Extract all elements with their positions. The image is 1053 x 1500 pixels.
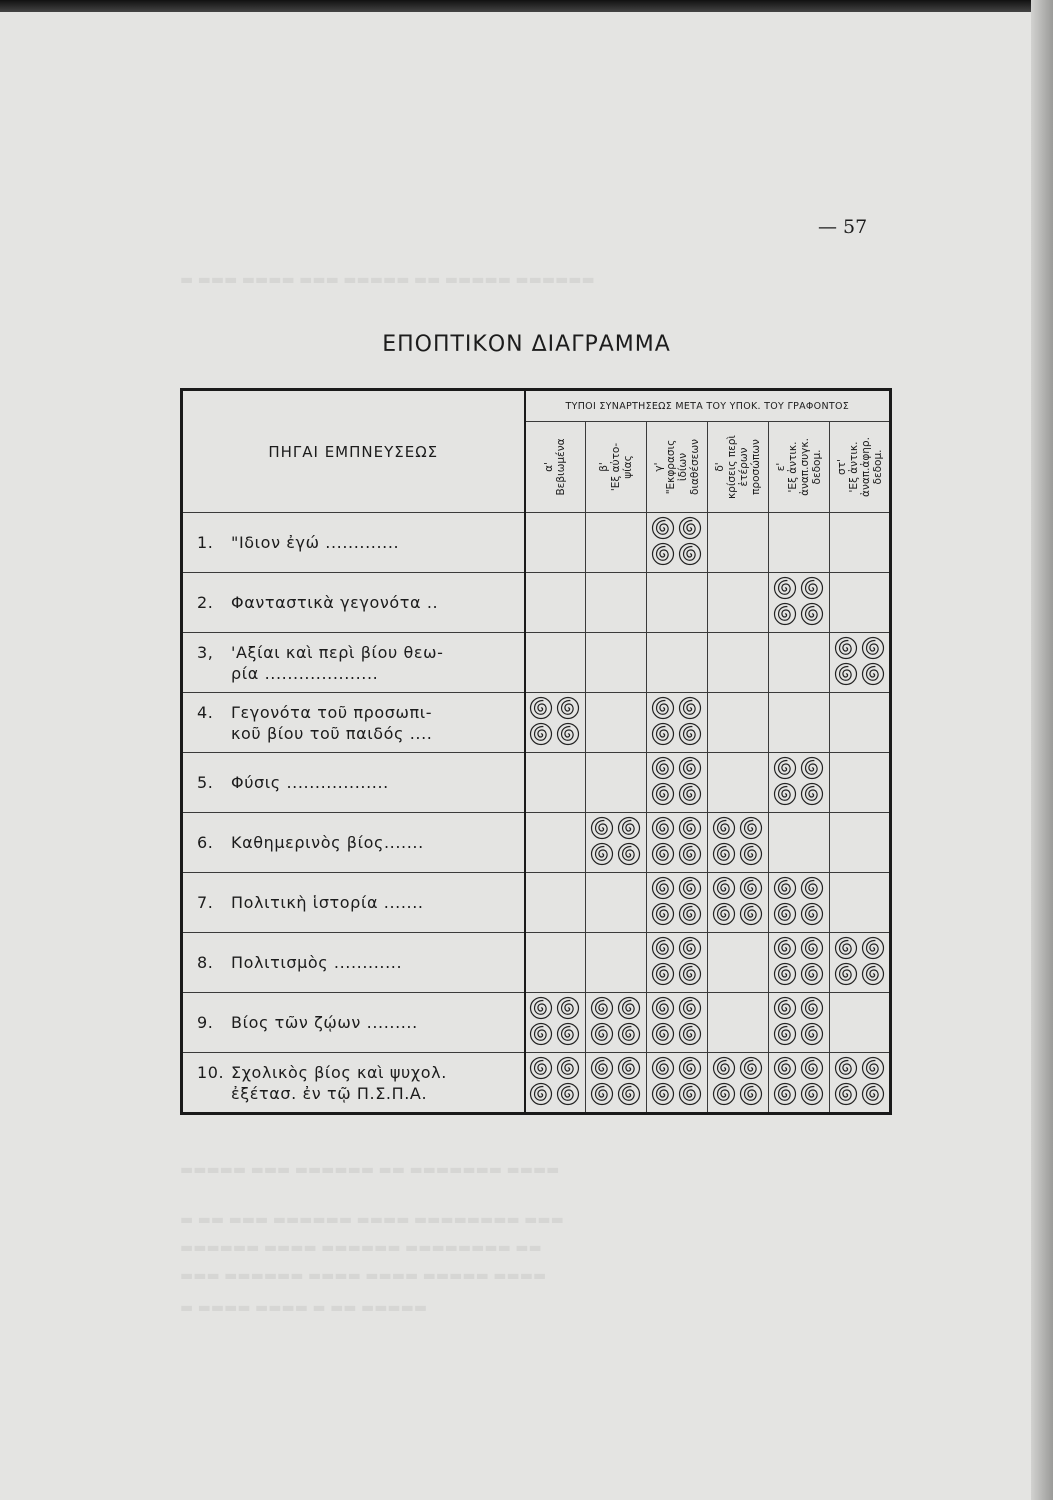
- mark-cell: [830, 933, 891, 993]
- type-column-label-line: Βεβιωμένα: [555, 438, 568, 496]
- mark-cell: [830, 753, 891, 813]
- page-title: ΕΠΟΠΤΙΚΟΝ ΔΙΑΓΡΑΜΜΑ: [382, 332, 671, 357]
- source-label: 'Αξίαι καὶ περὶ βίου θεω-: [231, 642, 444, 662]
- spiral-ornament-icon: [831, 935, 889, 987]
- type-column-label-line: "Εκφρασις: [665, 439, 677, 495]
- spiral-ornament-icon: [648, 815, 706, 867]
- spiral-ornament-icon: [770, 1055, 828, 1107]
- mark-cell: [647, 633, 708, 693]
- bleed-through-text: ▬▬▬▬▬ ▬▬▬ ▬▬▬▬▬▬ ▬▬ ▬▬▬▬▬▬▬ ▬▬▬▬: [180, 1162, 560, 1178]
- type-column-label-line: προσώπων: [750, 439, 762, 495]
- mark-cell: [525, 933, 586, 993]
- type-column-header: [647, 422, 708, 513]
- mark-cell: [586, 993, 647, 1053]
- type-column-label: [836, 424, 884, 510]
- type-column-label-line: διαθέσεων: [689, 439, 701, 495]
- row-number: 4.: [197, 702, 214, 722]
- table-row: [182, 693, 891, 753]
- type-column-label-line: γ': [653, 462, 665, 472]
- type-column-label-line: α': [543, 462, 556, 472]
- types-group-header: ΤΥΠΟΙ ΣΥΝΑΡΤΗΣΕΩΣ ΜΕΤΑ ΤΟΥ ΥΠΟΚ. ΤΟΥ ΓΡΑΦΟΝΤΟΣ: [525, 390, 891, 422]
- source-label-continued: κοῦ βίου τοῦ παιδός ....: [231, 723, 433, 743]
- mark-cell: [830, 993, 891, 1053]
- row-number: 8.: [197, 953, 214, 972]
- mark-cell: [586, 753, 647, 813]
- spiral-ornament-icon: [648, 695, 706, 747]
- mark-cell: [525, 873, 586, 933]
- type-column-label: [598, 424, 634, 510]
- source-label: Καθημερινὸς βίος.......: [231, 833, 424, 852]
- source-cell: [182, 993, 525, 1053]
- mark-cell: [525, 753, 586, 813]
- mark-cell: [708, 753, 769, 813]
- mark-cell: [647, 753, 708, 813]
- type-column-header: [525, 422, 586, 513]
- spiral-ornament-icon: [831, 635, 889, 687]
- scan-right-edge: [1031, 0, 1053, 1500]
- mark-cell: [708, 813, 769, 873]
- overview-diagram-table: [180, 388, 892, 1115]
- table-row: [182, 933, 891, 993]
- spiral-ornament-icon: [770, 995, 828, 1047]
- mark-cell: [586, 813, 647, 873]
- table-row: [182, 813, 891, 873]
- type-column-label: [543, 424, 567, 510]
- source-cell: [182, 693, 525, 753]
- mark-cell: [708, 873, 769, 933]
- mark-cell: [647, 873, 708, 933]
- source-cell: [182, 753, 525, 813]
- row-number: 2.: [197, 593, 214, 612]
- mark-cell: [525, 513, 586, 573]
- type-column-label: [775, 424, 823, 510]
- source-cell: [182, 933, 525, 993]
- mark-cell: [769, 753, 830, 813]
- mark-cell: [708, 1053, 769, 1114]
- spiral-ornament-icon: [526, 1055, 584, 1107]
- type-column-label-line: 'Εξ ἀντικ.: [847, 441, 860, 493]
- type-column-header: [586, 422, 647, 513]
- mark-cell: [525, 693, 586, 753]
- table-row: [182, 993, 891, 1053]
- mark-cell: [586, 933, 647, 993]
- mark-cell: [586, 633, 647, 693]
- mark-cell: [769, 1053, 830, 1114]
- table-row: [182, 753, 891, 813]
- source-cell: [182, 633, 525, 693]
- row-number: 3,: [197, 642, 214, 662]
- type-column-label: [653, 424, 701, 510]
- mark-cell: [647, 513, 708, 573]
- table-row: [182, 513, 891, 573]
- mark-cell: [647, 1053, 708, 1114]
- type-column-header: [708, 422, 769, 513]
- spiral-ornament-icon: [648, 515, 706, 567]
- source-label-continued: ἐξέτασ. ἐν τῷ Π.Σ.Π.Α.: [231, 1083, 428, 1103]
- mark-cell: [769, 813, 830, 873]
- page-number: — 57: [818, 216, 868, 238]
- mark-cell: [525, 1053, 586, 1114]
- spiral-ornament-icon: [709, 875, 767, 927]
- source-label: Γεγονότα τοῦ προσωπι-: [231, 702, 433, 722]
- mark-cell: [525, 633, 586, 693]
- spiral-ornament-icon: [587, 1055, 645, 1107]
- table-row: [182, 573, 891, 633]
- mark-cell: [525, 573, 586, 633]
- table-row: [182, 873, 891, 933]
- source-label-continued: ρία ....................: [231, 663, 379, 683]
- row-number: 9.: [197, 1013, 214, 1032]
- mark-cell: [830, 693, 891, 753]
- mark-cell: [586, 573, 647, 633]
- mark-cell: [708, 633, 769, 693]
- source-label: "Ιδιον ἐγώ .............: [231, 533, 400, 552]
- spiral-ornament-icon: [831, 1055, 889, 1107]
- mark-cell: [830, 813, 891, 873]
- row-number: 5.: [197, 773, 214, 792]
- spiral-ornament-icon: [770, 575, 828, 627]
- scan-top-edge: [0, 0, 1053, 12]
- mark-cell: [708, 933, 769, 993]
- bleed-through-text: ▬ ▬▬ ▬▬▬ ▬▬▬▬▬▬ ▬▬▬▬ ▬▬▬▬▬▬▬▬ ▬▬▬: [180, 1212, 564, 1228]
- spiral-ornament-icon: [587, 815, 645, 867]
- mark-cell: [708, 573, 769, 633]
- source-label: Σχολικὸς βίος καὶ ψυχολ.: [231, 1062, 447, 1082]
- spiral-ornament-icon: [770, 875, 828, 927]
- type-column-label-line: δεδομ.: [871, 449, 884, 485]
- mark-cell: [769, 873, 830, 933]
- source-cell: [182, 1053, 525, 1114]
- spiral-ornament-icon: [526, 695, 584, 747]
- spiral-ornament-icon: [709, 815, 767, 867]
- type-column-header: [769, 422, 830, 513]
- mark-cell: [586, 513, 647, 573]
- source-label: Φανταστικὰ γεγονότα ..: [231, 593, 439, 612]
- source-cell: [182, 873, 525, 933]
- mark-cell: [769, 993, 830, 1053]
- source-label: Φύσις ..................: [231, 773, 389, 792]
- type-column-label-line: β': [598, 462, 610, 472]
- row-number: 7.: [197, 893, 214, 912]
- mark-cell: [647, 813, 708, 873]
- bleed-through-text: ▬▬▬▬▬▬ ▬▬▬▬ ▬▬▬▬▬▬ ▬▬▬▬▬▬▬▬ ▬▬: [180, 1240, 542, 1256]
- type-column-label-line: 'Εξ ἀντικ.: [787, 441, 799, 493]
- source-cell: [182, 513, 525, 573]
- type-column-label-line: δεδομ.: [811, 449, 823, 485]
- mark-cell: [708, 513, 769, 573]
- mark-cell: [525, 993, 586, 1053]
- row-number: 10.: [197, 1062, 225, 1082]
- row-number: 6.: [197, 833, 214, 852]
- bleed-through-text: ▬▬▬ ▬▬▬▬▬▬ ▬▬▬▬ ▬▬▬▬ ▬▬▬▬▬ ▬▬▬▬: [180, 1268, 547, 1284]
- type-column-label: [714, 424, 762, 510]
- mark-cell: [830, 1053, 891, 1114]
- source-label: Βίος τῶν ζῴων .........: [231, 1013, 418, 1032]
- spiral-ornament-icon: [587, 995, 645, 1047]
- mark-cell: [830, 633, 891, 693]
- type-column-label-line: 'Εξ αὐτο-: [610, 442, 622, 492]
- type-column-label-line: ἑτέρων: [738, 447, 750, 487]
- type-column-label-line: στ': [835, 459, 848, 475]
- mark-cell: [586, 873, 647, 933]
- source-label: Πολιτισμὸς ............: [231, 953, 403, 972]
- spiral-ornament-icon: [648, 1055, 706, 1107]
- type-column-label-line: ἰδίων: [677, 452, 689, 482]
- mark-cell: [647, 993, 708, 1053]
- table-row: [182, 1053, 891, 1114]
- type-column-label-line: δ': [714, 462, 726, 472]
- mark-cell: [769, 693, 830, 753]
- spiral-ornament-icon: [648, 875, 706, 927]
- bleed-through-text: ▬ ▬▬▬ ▬▬▬▬ ▬▬▬ ▬▬▬▬▬ ▬▬ ▬▬▬▬▬ ▬▬▬▬▬▬: [180, 272, 595, 288]
- mark-cell: [647, 573, 708, 633]
- mark-cell: [830, 513, 891, 573]
- source-cell: [182, 573, 525, 633]
- bleed-through-text: ▬ ▬▬▬▬ ▬▬▬▬ ▬ ▬▬ ▬▬▬▬▬: [180, 1300, 428, 1316]
- type-column-label-line: ψίας: [622, 455, 634, 479]
- source-column-header: ΠΗΓΑΙ ΕΜΠΝΕΥΣΕΩΣ: [182, 390, 525, 513]
- type-column-label-line: ἀναπ.συγκ.: [799, 438, 811, 496]
- mark-cell: [769, 633, 830, 693]
- row-number: 1.: [197, 533, 214, 552]
- mark-cell: [525, 813, 586, 873]
- type-column-label-line: ἀναπ.ἀφηρ.: [859, 437, 872, 497]
- mark-cell: [708, 693, 769, 753]
- mark-cell: [830, 873, 891, 933]
- spiral-ornament-icon: [770, 935, 828, 987]
- mark-cell: [769, 513, 830, 573]
- table-row: [182, 633, 891, 693]
- spiral-ornament-icon: [526, 995, 584, 1047]
- mark-cell: [830, 573, 891, 633]
- type-column-label-line: κρίσεις περὶ: [726, 435, 738, 500]
- mark-cell: [647, 933, 708, 993]
- source-cell: [182, 813, 525, 873]
- mark-cell: [708, 993, 769, 1053]
- type-column-header: [830, 422, 891, 513]
- type-column-label-line: ε': [775, 462, 787, 472]
- mark-cell: [586, 1053, 647, 1114]
- mark-cell: [586, 693, 647, 753]
- spiral-ornament-icon: [770, 755, 828, 807]
- spiral-ornament-icon: [648, 755, 706, 807]
- spiral-ornament-icon: [648, 935, 706, 987]
- source-label: Πολιτικὴ ἱστορία .......: [231, 893, 424, 912]
- mark-cell: [769, 933, 830, 993]
- spiral-ornament-icon: [648, 995, 706, 1047]
- spiral-ornament-icon: [709, 1055, 767, 1107]
- mark-cell: [769, 573, 830, 633]
- mark-cell: [647, 693, 708, 753]
